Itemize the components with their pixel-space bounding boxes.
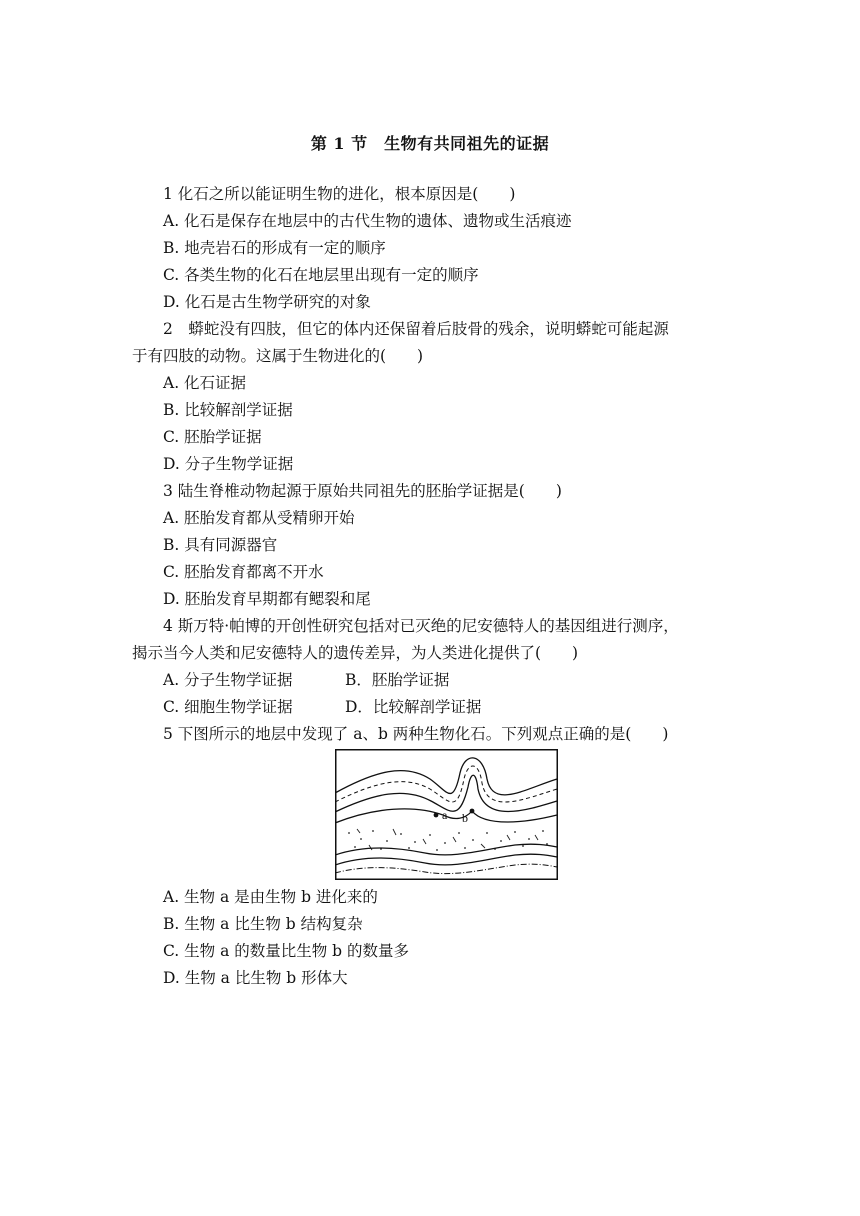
fossil-b-marker [470,809,475,814]
question-4-option-d: D．比较解剖学证据 [345,698,482,716]
question-5-option-d: D. 生物 a 比生物 b 形体大 [163,969,348,987]
question-4-option-b: B．胚胎学证据 [345,671,450,689]
question-1-stem: 1 化石之所以能证明生物的进化，根本原因是( ) [163,185,516,203]
section-title: 第 1 节 生物有共同祖先的证据 [310,134,550,153]
question-5-option-a: A. 生物 a 是由生物 b 进化来的 [163,888,378,906]
question-5-option-c: C. 生物 a 的数量比生物 b 的数量多 [163,942,410,960]
question-1-option-c: C. 各类生物的化石在地层里出现有一定的顺序 [163,266,479,284]
question-4-stem-line1: 4 斯万特·帕博的开创性研究包括对已灭绝的尼安德特人的基因组进行测序， [163,617,679,635]
question-3-stem: 3 陆生脊椎动物起源于原始共同祖先的胚胎学证据是( ) [163,482,562,500]
question-3-option-a: A. 胚胎发育都从受精卵开始 [163,509,355,527]
fossil-a-marker [434,813,439,818]
fossil-a-label: a [442,808,448,822]
question-4-option-a: A. 分子生物学证据 [163,671,293,689]
question-5-stem: 5 下图所示的地层中发现了 a、b 两种生物化石。下列观点正确的是( ) [163,725,669,743]
question-2-option-c: C. 胚胎学证据 [163,428,262,446]
question-1-option-d: D. 化石是古生物学研究的对象 [163,293,371,311]
question-4-stem-line2: 揭示当今人类和尼安德特人的遗传差异，为人类进化提供了( ) [132,644,579,662]
question-2-option-a: A. 化石证据 [163,374,247,392]
fossil-b-label: b [462,811,468,825]
question-3-option-d: D. 胚胎发育早期都有鳃裂和尾 [163,590,371,608]
question-5-option-b: B. 生物 a 比生物 b 结构复杂 [163,915,363,933]
question-2-stem-line2: 于有四肢的动物。这属于生物进化的( ) [132,347,424,365]
rock-strata-figure [335,749,558,880]
question-1-option-a: A. 化石是保存在地层中的古代生物的遗体、遗物或生活痕迹 [163,212,572,230]
question-4-option-c: C. 细胞生物学证据 [163,698,293,716]
question-1-option-b: B. 地壳岩石的形成有一定的顺序 [163,239,386,257]
question-2-option-d: D. 分子生物学证据 [163,455,294,473]
question-3-option-c: C. 胚胎发育都离不开水 [163,563,324,581]
question-2-option-b: B. 比较解剖学证据 [163,401,293,419]
question-2-stem-line1: 2 蟒蛇没有四肢，但它的体内还保留着后肢骨的残余，说明蟒蛇可能起源 [163,320,669,338]
question-3-option-b: B. 具有同源器官 [163,536,278,554]
